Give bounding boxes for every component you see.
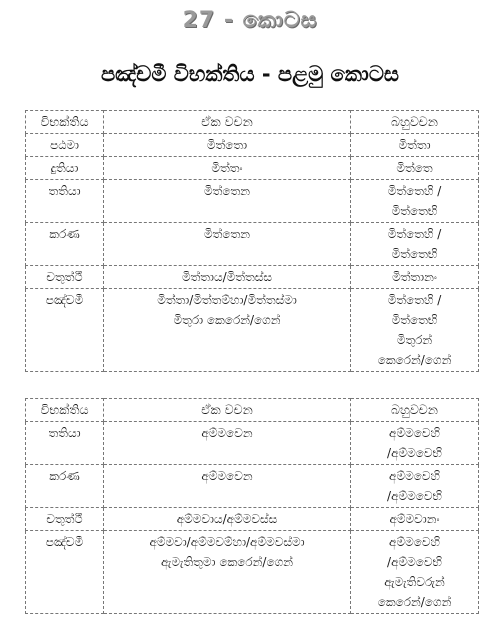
plural-form: /අම්මවෙභි [387,555,442,569]
singular-form: ඇමැතිතුමා කෙරෙන්/ගෙන් [161,555,293,569]
plural-form: අම්මවානං [389,512,440,526]
plural-form: කෙරෙන්/ගෙන් [377,595,452,609]
plural-form: කෙරෙන්/ගෙන් [377,353,452,367]
singular-form: අම්මවෙන [201,469,253,483]
declension-table-two [25,398,479,614]
table-row [26,223,479,266]
singular-cell [104,465,351,508]
table-header-row [26,111,479,134]
singular-cell [104,508,351,531]
header-plural: බහුවචන [351,399,479,422]
singular-form: මිත්තෙන [203,227,251,241]
singular-form: අම්මවෙන [201,426,253,440]
header-singular: ඒක වචන [104,399,351,422]
table-row [26,465,479,508]
table-row [26,180,479,223]
plural-form: ඇමැතිවරුන් [384,575,445,589]
singular-form: මිත්තෙන [203,184,251,198]
plural-cell [351,134,479,157]
plural-cell [351,157,479,180]
singular-form: අම්මවාය/අම්මවස්ස [176,512,278,526]
table-row [26,422,479,465]
case-cell: කරණ [26,223,104,266]
case-cell: තතියා [26,180,104,223]
plural-cell [351,289,479,372]
plural-form: මිත්තෙභි [391,204,438,218]
singular-cell [104,266,351,289]
plural-form: මිත්තෙභි [391,247,438,261]
plural-form: මිත්තා [398,138,431,152]
plural-form: අම්මවෙහි [389,469,440,483]
page-subtitle: පඤ්චමී විභක්තිය - පළමු කොටස [100,62,400,86]
plural-form: මිතුරන් [396,333,433,347]
plural-cell [351,223,479,266]
singular-cell [104,289,351,372]
table-header-row [26,399,479,422]
declension-table-one [25,110,479,372]
plural-form: /අම්මවෙභි [387,446,442,460]
plural-cell [351,465,479,508]
singular-form: මිත්තාය/මිත්තස්ස [181,270,273,284]
singular-form: අම්මවා/අම්මවම්හා/අම්මවස්මා [149,535,305,549]
plural-form: /අම්මවෙභි [387,489,442,503]
plural-form: මිත්තෙහි / [387,293,442,307]
case-cell: කරණ [26,465,104,508]
case-cell: පඤ්චමී [26,531,104,614]
singular-form: මිත්තො [206,138,248,152]
plural-form: අම්මවෙහි [389,535,440,549]
singular-cell [104,134,351,157]
header-singular: ඒක වචන [104,111,351,134]
singular-cell [104,531,351,614]
singular-cell [104,422,351,465]
case-cell: චතුත්ථී [26,266,104,289]
singular-form: මිතුරා කෙරෙන්/ගෙන් [173,313,281,327]
table-row [26,266,479,289]
singular-cell [104,180,351,223]
table-row [26,157,479,180]
header-case: විභක්තිය [26,111,104,134]
plural-cell [351,531,479,614]
header-case: විභක්තිය [26,399,104,422]
plural-form: මිත්තානං [392,270,437,284]
plural-form: මිත්තෙහි / [387,227,442,241]
header-plural: බහුවචන [351,111,479,134]
table-row [26,134,479,157]
plural-form: මිත්තෙහි / [387,184,442,198]
case-cell: දුතියා [26,157,104,180]
section-heading: 27 - කොටස [182,8,318,33]
case-cell: තතියා [26,422,104,465]
table-row [26,508,479,531]
plural-form: මිත්තෙභි [391,313,438,327]
plural-cell [351,180,479,223]
plural-cell [351,508,479,531]
table-row [26,289,479,372]
plural-cell [351,422,479,465]
plural-form: අම්මවෙහි [389,426,440,440]
case-cell: චතුත්ථී [26,508,104,531]
singular-cell [104,223,351,266]
singular-form: මිත්තං [211,161,243,175]
plural-form: මිත්තෙ [396,161,433,175]
case-cell: පඨමා [26,134,104,157]
singular-cell [104,157,351,180]
case-cell: පඤ්චමී [26,289,104,372]
plural-cell [351,266,479,289]
table-row [26,531,479,614]
singular-form: මිත්තා/මිත්තම්හා/මිත්තස්මා [157,293,297,307]
